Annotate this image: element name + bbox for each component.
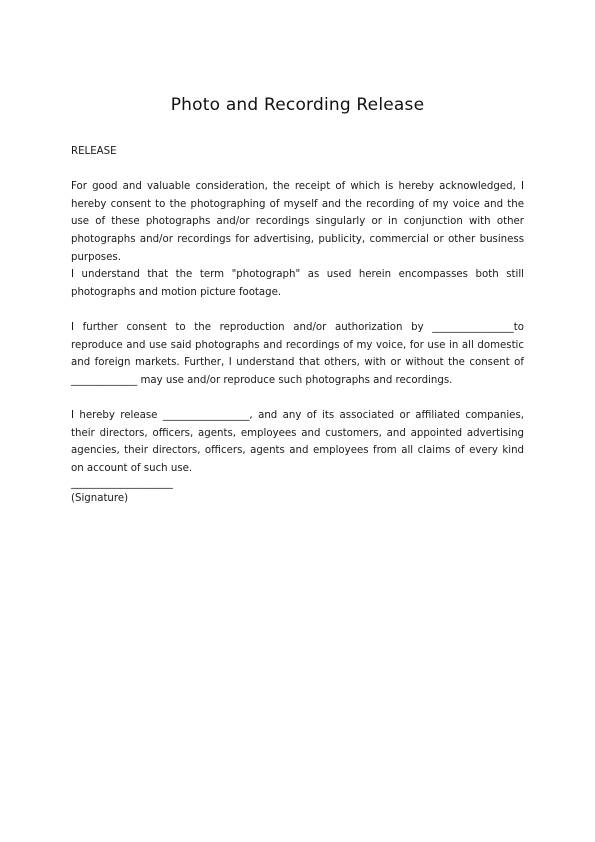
signature-line: ____________________: [71, 478, 173, 490]
consent-paragraph: For good and valuable consideration, the receipt of which is hereby acknowledged, I hereby consent to the photographing of myself and the recording of my voice and the use of these photographs and/or recordings singularly or in conjunction with other photographs and/or recordings for advertising, publicity, commercial or other business purposes.: [71, 181, 524, 263]
paragraph-spacer: [71, 389, 524, 407]
document-title: Photo and Recording Release: [170, 95, 425, 115]
reproduction-consent-paragraph: I further consent to the reproduction and/or authorization by ________________to reproduce and use said photographs and recordings of my voice, for use in all domestic and foreign markets. Further, I understand that others, with or without the consent of _____________ may use and/or reproduce such photographs and recordings.: [71, 321, 524, 386]
paragraph-spacer: [71, 301, 524, 319]
release-heading: RELEASE: [71, 146, 117, 157]
photograph-definition-paragraph: I understand that the term "photograph" as used herein encompasses both still photographs and motion picture footage.: [71, 269, 524, 298]
release-claims-paragraph: I hereby release _________________, and any of its associated or affiliated companies, their directors, officers, agents, employees and customers, and appointed advertising agencies, their directors, officers, agents and employees from all claims of every kind on account of such use.: [71, 409, 524, 474]
signature-label: (Signature): [71, 493, 129, 505]
document-body: [71, 143, 524, 508]
